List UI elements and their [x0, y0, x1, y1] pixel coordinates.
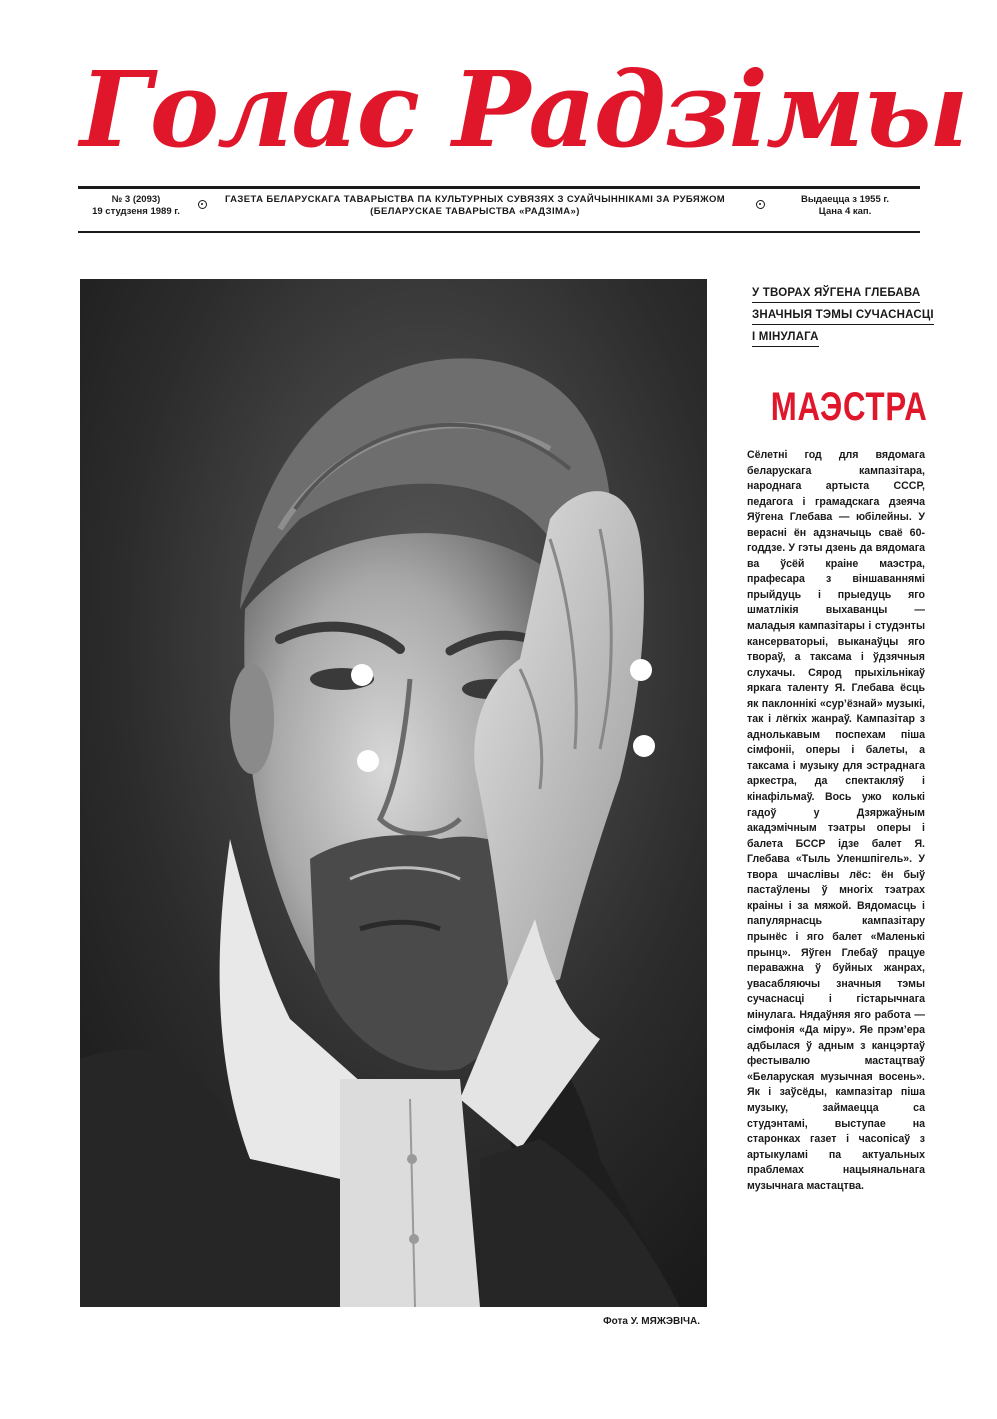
- masthead-rule-bottom: [78, 231, 920, 233]
- issue-info: [80, 194, 192, 218]
- issue-number: № 3 (2093): [111, 194, 161, 205]
- portrait-photo: [80, 279, 707, 1307]
- article-headline: МАЭСТРА: [770, 385, 928, 429]
- publication-info: [775, 194, 915, 218]
- publication-price: Цана 4 кап.: [818, 206, 872, 217]
- article-kicker: [752, 282, 934, 348]
- kicker-line: І МІНУЛАГА: [752, 328, 819, 347]
- publication-since: Выдаецца з 1955 г.: [800, 194, 890, 205]
- issue-date: 19 студзеня 1989 г.: [92, 206, 180, 217]
- masthead-title: Голас Радзімы: [80, 48, 967, 171]
- article-body: Сёлетні год для вядомага беларускага кампазітара, народнага артыста СССР, педагога і грамадскага дзеяча Яўгена Глебава — юбілейны. У верасні ён адзначыць сваё 60-годдзе. У гэты дзень да вядомага ва ўсёй краіне маэстра, прафесара з віншаваннямі прыйдуць і прыедуць яго шматлікія выхаванцы — маладыя кампазітары і студэнты кансерваторыі, выканаўцы яго твораў, а таксама і ўдзячныя слухачы. Сярод прыхільнікаў яркага таленту Я. Глебава ёсць як паклоннікі «сур’ёзнай» музыкі, так і лёгкіх жанраў. Кампазітар з аднолькавым поспехам піша сімфоніі, оперы і балеты, а таксама і музыку для эстраднага аркестра, да спектакляў і кінафільмаў. Вось ужо колькі гадоў у Дзяржаўным акадэмічным тэатры оперы і балета БССР ідзе балет Я. Глебава «Тыль Уленшпігель». У твора шчаслівы лёс: ён быў пастаўлены ў многіх тэатрах краіны і за мяжой. Вядомасць і папулярнасць кампазітару прынёс і яго балет «Маленькі прынц». Яўген Глебаў працуе пераважна ў буйных жанрах, увасабляючы значныя тэмы сучаснасці і гістарычнага мінулага. Нядаўняя яго работа — сімфонія «Да міру». Яе прэм’ера адбылася ў адным з канцэртаў фестывалю мастацтваў «Беларуская музычная восень». Як і заўсёды, кампазітар піша музыку, займаецца са студэнтамі, выступае на старонках газет і часопісаў з артыкуламі па актуальных праблемах нацыянальнага музычнага мастацтва.: [747, 449, 925, 1192]
- portrait-image: [80, 279, 707, 1307]
- bullet-icon: [198, 200, 207, 209]
- tagline-line2: (БЕЛАРУСКАЕ ТАВАРЫСТВА «РАДЗІМА»): [370, 206, 580, 217]
- kicker-line: ЗНАЧНЫЯ ТЭМЫ СУЧАСНАСЦІ: [752, 306, 934, 325]
- kicker-line: У ТВОРАХ ЯЎГЕНА ГЛЕБАВА: [752, 284, 920, 303]
- masthead: [80, 40, 967, 180]
- photo-credit: Фота У. МЯЖЭВІЧА.: [603, 1316, 700, 1327]
- tagline: [210, 194, 740, 218]
- masthead-rule-top: [78, 186, 920, 189]
- bullet-icon: [756, 200, 765, 209]
- tagline-line1: ГАЗЕТА БЕЛАРУСКАГА ТАВАРЫСТВА ПА КУЛЬТУРНЫХ СУВЯЗЯХ З СУАЙЧЫННІКАМІ ЗА РУБЯЖОМ: [224, 194, 726, 205]
